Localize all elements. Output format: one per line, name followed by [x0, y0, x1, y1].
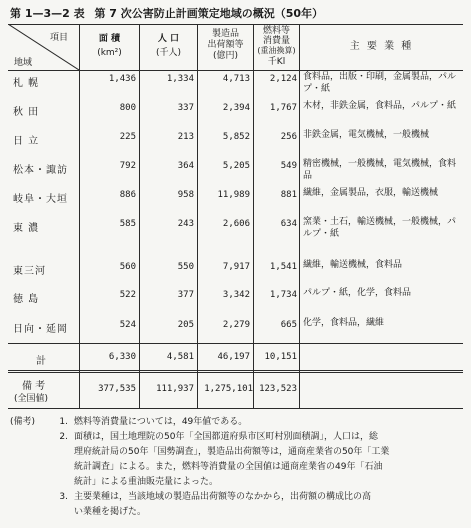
- industry-text: 化学，食料品，繊維: [303, 318, 385, 328]
- shipment-value: 2,279: [222, 320, 250, 330]
- fuel-value: 881: [280, 190, 297, 200]
- reference-fuel: 123,523: [259, 384, 297, 394]
- reference-sublabel: (全国値): [14, 394, 49, 404]
- total-shipment: 46,197: [217, 352, 250, 362]
- reference-top-border: [8, 370, 463, 371]
- table-bottom-border: [8, 408, 463, 409]
- total-label: 計: [36, 356, 46, 367]
- header-shipment-l2: 出荷額等: [207, 40, 244, 50]
- area-value: 560: [119, 262, 136, 272]
- fuel-value: 549: [280, 161, 297, 171]
- reference-shipment: 1,275,101: [204, 384, 253, 394]
- industry-text: 非鉄金属，電気機械，一般機械: [303, 130, 430, 140]
- region-name: 札 幌: [13, 78, 40, 89]
- population-value: 337: [177, 103, 194, 113]
- shipment-value: 4,713: [222, 74, 250, 84]
- header-shipment: 製造品: [211, 29, 239, 39]
- data-table: [8, 24, 463, 409]
- population-value: 364: [177, 161, 194, 171]
- fuel-value: 634: [280, 219, 297, 229]
- population-value: 213: [177, 132, 194, 142]
- reference-label: 備 考: [22, 381, 46, 392]
- note-number: 2.: [59, 432, 68, 442]
- area-value: 585: [119, 219, 136, 229]
- fuel-value: 256: [280, 132, 297, 142]
- header-area: 面 積: [98, 34, 121, 44]
- total-top-border: [8, 343, 463, 344]
- industry-text: 食料品，出版・印刷，金属製品，パルプ・紙: [303, 72, 457, 94]
- column-divider: [299, 24, 300, 409]
- shipment-value: 3,342: [222, 290, 250, 300]
- note-1: [10, 415, 465, 430]
- header-population: 人 口: [157, 34, 180, 44]
- area-value: 792: [119, 161, 136, 171]
- region-name: 松本・諏訪: [13, 165, 68, 176]
- industry-text: 木材，非鉄金属，食料品，パルプ・紙: [303, 101, 457, 111]
- notes: [10, 415, 465, 520]
- table-number: 第 1—3—2 表: [10, 7, 85, 20]
- industry-text: 繊維，輸送機械，食料品: [303, 260, 403, 270]
- fuel-value: 1,541: [269, 262, 297, 272]
- industry-text: パルプ・紙，化学，食料品: [303, 288, 412, 298]
- fuel-value: 665: [280, 320, 297, 330]
- note-text: い業種を掲げた。: [74, 507, 147, 517]
- note-text: 主要業種は，当該地域の製造品出荷額等のなかから，出荷額の構成比の高: [74, 492, 372, 502]
- note-number: 3.: [59, 492, 68, 502]
- area-value: 522: [119, 290, 136, 300]
- shipment-value: 5,205: [222, 161, 250, 171]
- reference-double-border: [8, 372, 463, 373]
- region-name: 日向・延岡: [13, 324, 68, 335]
- fuel-value: 2,124: [269, 74, 297, 84]
- table-title-text: 第 7 次公害防止計画策定地域の概況（50年）: [94, 7, 324, 20]
- note-text: 面積は，国土地理院の50年「全国都道府県市区町村別面積調」，人口は，総: [74, 432, 378, 442]
- header-population-unit: (千人): [155, 48, 182, 58]
- population-value: 1,334: [166, 74, 194, 84]
- note-text: 燃料等消費量については，49年値である。: [74, 417, 248, 427]
- header-industry: 主 要 業 種: [349, 41, 414, 52]
- population-value: 243: [177, 219, 194, 229]
- header-item: 項目: [50, 33, 69, 43]
- shipment-value: 7,917: [222, 262, 250, 272]
- total-fuel: 10,151: [264, 352, 297, 362]
- region-name: 秋 田: [13, 107, 40, 118]
- population-value: 377: [177, 290, 194, 300]
- region-name: 岐阜・大垣: [13, 194, 68, 205]
- area-value: 800: [119, 103, 136, 113]
- area-value: 225: [119, 132, 136, 142]
- note-2: [10, 430, 465, 445]
- industry-text: 精密機械，一般機械，電気機械，食料品: [303, 159, 457, 181]
- note-text: 統計調査」による。また，燃料等消費量の全国値は通商産業省の49年「石油: [74, 462, 383, 472]
- area-value: 886: [119, 190, 136, 200]
- header-area-unit: (km²): [97, 48, 122, 58]
- notes-label: (備考): [10, 417, 36, 427]
- note-3: [10, 490, 465, 505]
- reference-area: 377,535: [98, 384, 136, 394]
- area-value: 1,436: [108, 74, 136, 84]
- fuel-value: 1,767: [269, 103, 297, 113]
- reference-population: 111,937: [156, 384, 194, 394]
- header-shipment-unit: (億円): [212, 51, 239, 61]
- region-name: 日 立: [13, 136, 40, 147]
- header-region: 地域: [14, 58, 33, 68]
- total-area: 6,330: [108, 352, 136, 362]
- population-value: 958: [177, 190, 194, 200]
- region-name: 東 濃: [13, 223, 40, 234]
- shipment-value: 11,989: [217, 190, 250, 200]
- shipment-value: 5,852: [222, 132, 250, 142]
- header-fuel-l3: (重油換算): [257, 46, 296, 55]
- region-name: 徳 島: [13, 294, 40, 305]
- shipment-value: 2,394: [222, 103, 250, 113]
- industry-text: 窯業・土石，輸送機械，一般機械，パルプ・紙: [303, 217, 457, 239]
- header-fuel-unit: 千Kl: [267, 57, 286, 67]
- note-number: 1.: [59, 417, 68, 427]
- area-value: 524: [119, 320, 136, 330]
- region-name: 東三河: [13, 266, 46, 277]
- table-title: [10, 5, 323, 21]
- note-text: 統計」による重油販売量によった。: [74, 477, 219, 487]
- population-value: 205: [177, 320, 194, 330]
- header-fuel-l2: 消費量: [262, 36, 290, 46]
- industry-text: 繊維，金属製品，衣服，輸送機械: [303, 188, 439, 198]
- note-text: 理府統計局の50年「国勢調査」，製造品出荷額等は，通商産業省の50年「工業: [74, 447, 390, 457]
- header-fuel: 燃料等: [262, 26, 290, 36]
- total-population: 4,581: [166, 352, 194, 362]
- shipment-value: 2,606: [222, 219, 250, 229]
- population-value: 550: [177, 262, 194, 272]
- fuel-value: 1,734: [269, 290, 297, 300]
